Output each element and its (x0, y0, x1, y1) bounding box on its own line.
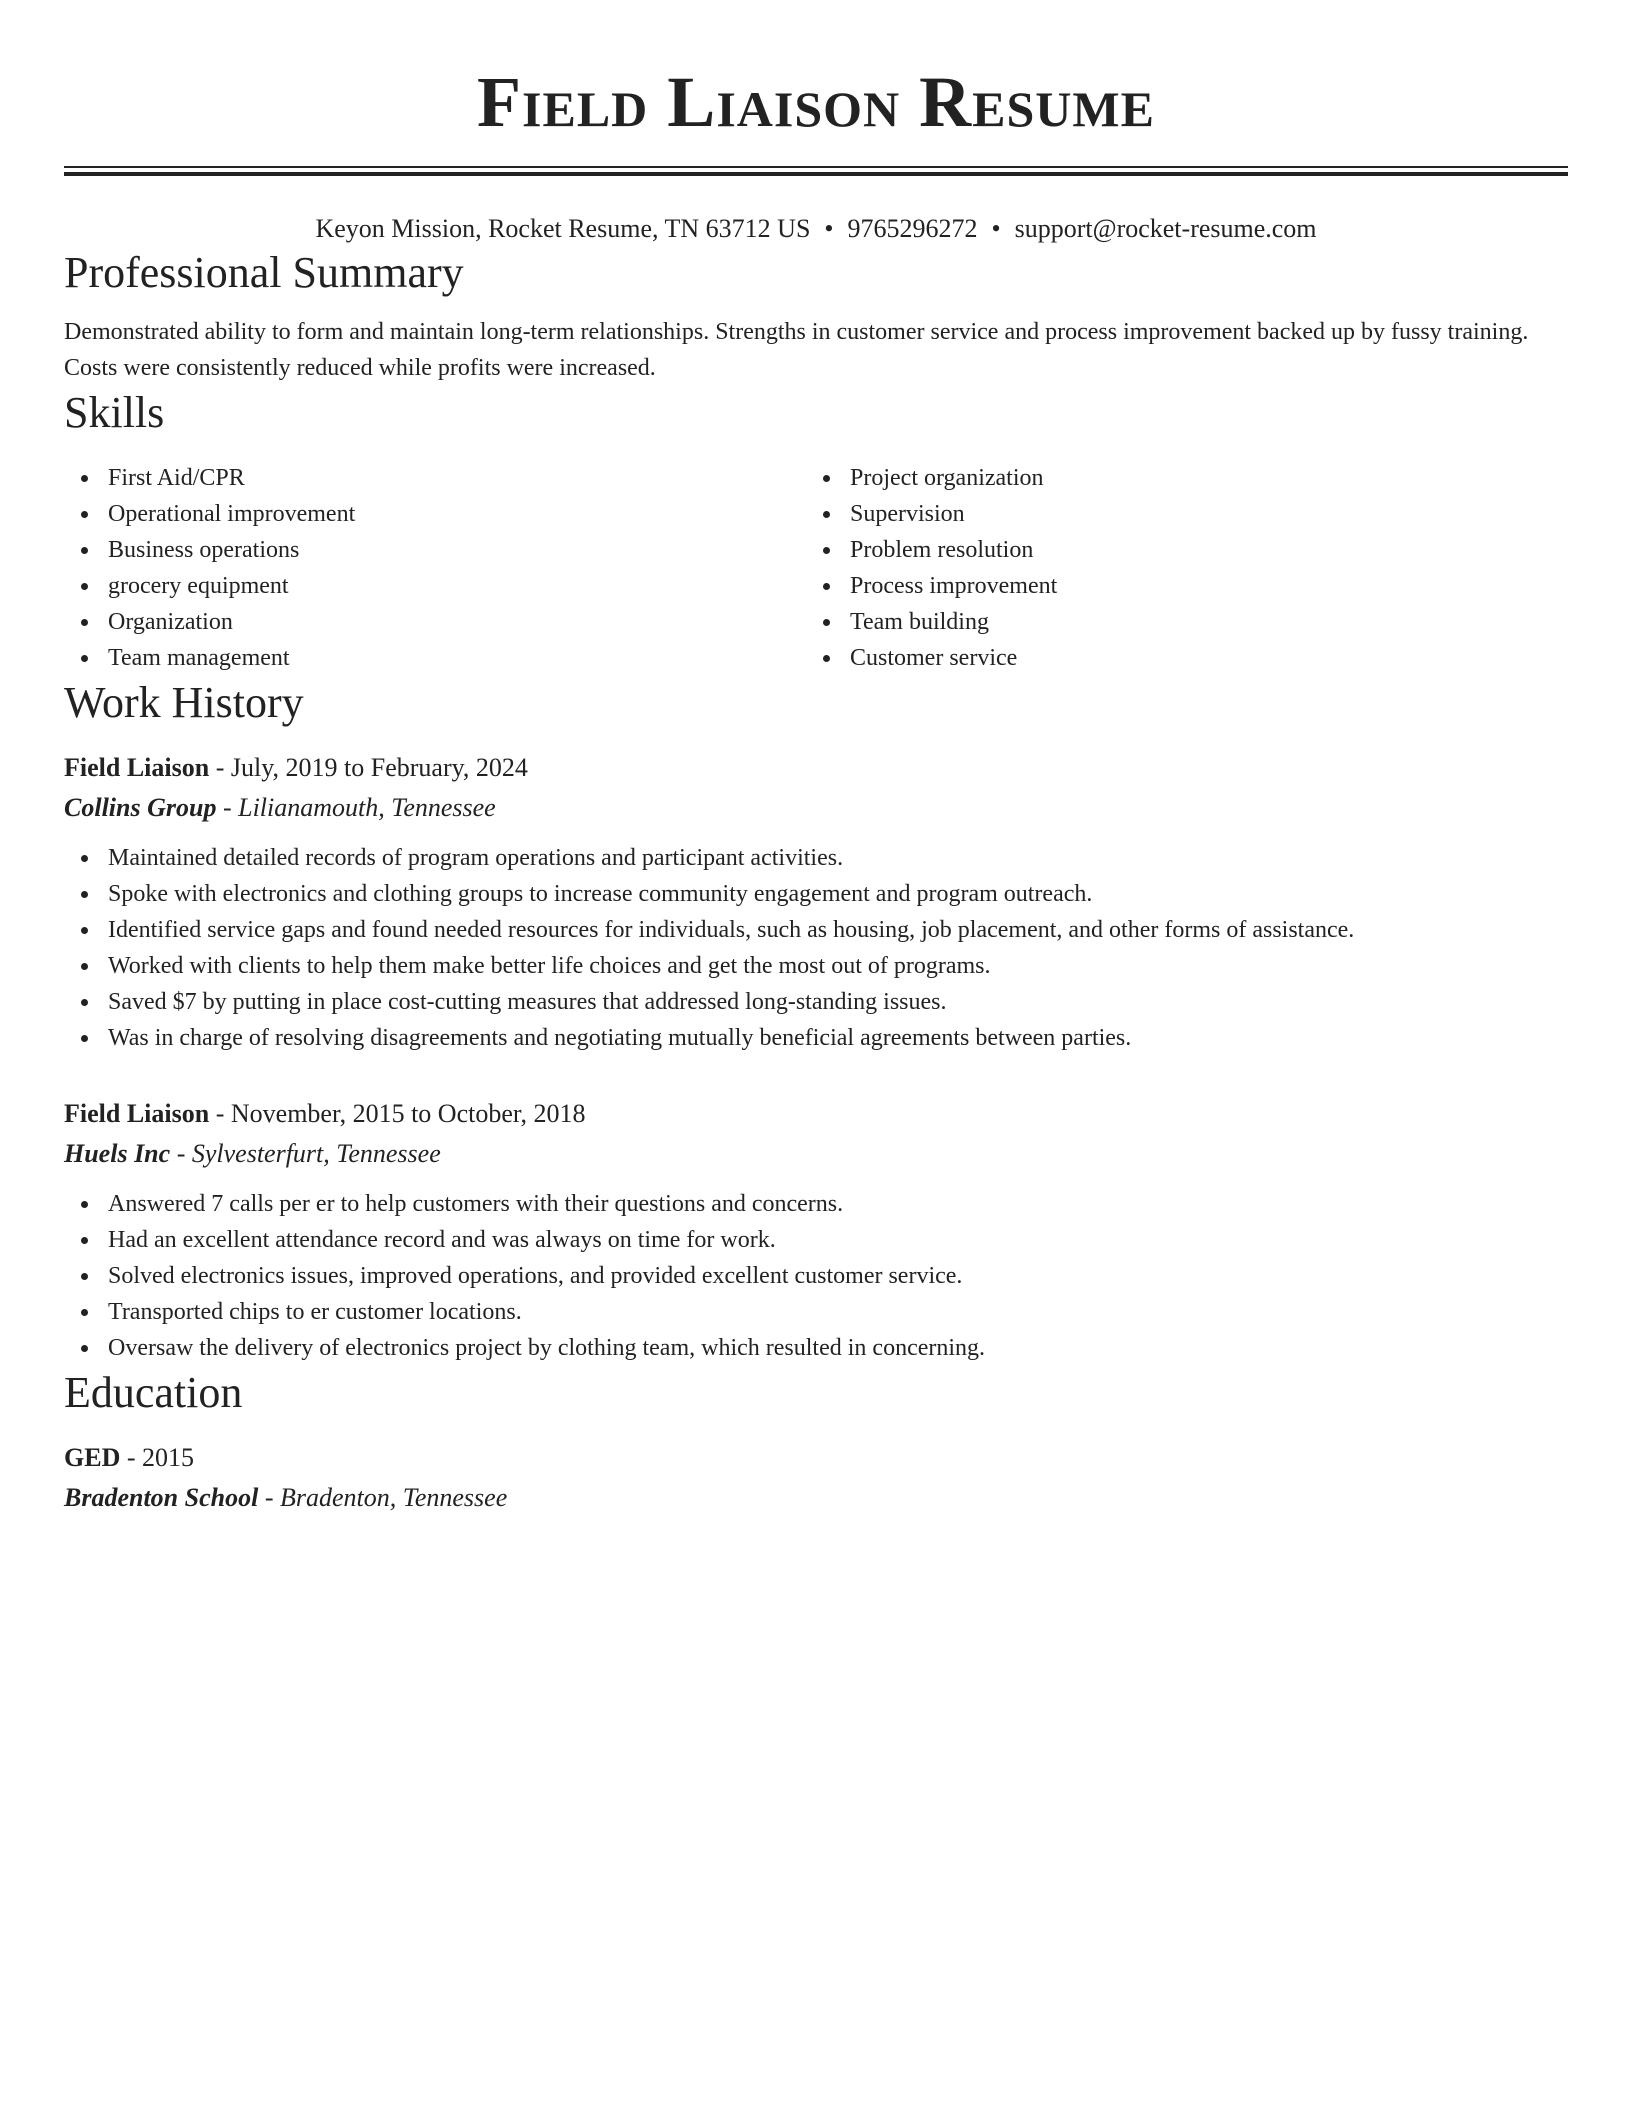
school-line: Bradenton School - Bradenton, Tennessee (64, 1483, 508, 1512)
job-dates: November, 2015 to October, 2018 (230, 1099, 586, 1128)
contact-email: support@rocket-resume.com (1014, 214, 1317, 243)
company-name: Collins Group (64, 793, 217, 822)
job-duties (64, 840, 1568, 1056)
skill-item: Business operations (64, 532, 806, 568)
company-name: Huels Inc (64, 1139, 171, 1168)
education-heading: Education (64, 1368, 243, 1417)
skill-item: Operational improvement (64, 496, 806, 532)
job-title: Field Liaison (64, 753, 210, 782)
resume-title: Field Liaison Resume (477, 62, 1155, 142)
skill-item: Supervision (806, 496, 1548, 532)
skill-item: Customer service (806, 640, 1548, 676)
duty-item: Oversaw the delivery of electronics project by clothing team, which resulted in concerning. (64, 1330, 1568, 1366)
skill-item: Problem resolution (806, 532, 1548, 568)
summary-heading: Professional Summary (64, 248, 464, 297)
skill-item: Team building (806, 604, 1548, 640)
duty-item: Worked with clients to help them make better life choices and get the most out of programs. (64, 948, 1568, 984)
skills-heading: Skills (64, 388, 165, 437)
job-entry (64, 1094, 1568, 1366)
summary-text: Demonstrated ability to form and maintain long-term relationships. Strengths in customer service and process improvement backed up by fussy training. Costs were consistently reduced while profits were increased. (64, 319, 1529, 381)
contact-address: Keyon Mission, Rocket Resume, TN 63712 US (315, 214, 811, 243)
job-entry (64, 748, 1568, 1056)
skill-item: Process improvement (806, 568, 1548, 604)
duty-item: Spoke with electronics and clothing groups to increase community engagement and program outreach. (64, 876, 1568, 912)
skill-item: First Aid/CPR (64, 460, 806, 496)
school-name: Bradenton School (64, 1483, 259, 1512)
duty-item: Transported chips to er customer locations. (64, 1294, 1568, 1330)
title-divider (64, 166, 1568, 176)
degree-year: 2015 (142, 1443, 195, 1472)
duty-item: Identified service gaps and found needed resources for individuals, such as housing, job placement, and other forms of assistance. (64, 912, 1568, 948)
contact-separator: • (824, 214, 834, 243)
skill-item: Project organization (806, 460, 1548, 496)
school-location: Bradenton, Tennessee (280, 1483, 508, 1512)
duty-item: Had an excellent attendance record and was always on time for work. (64, 1222, 1568, 1258)
skills-column-right (806, 460, 1548, 676)
duty-item: Was in charge of resolving disagreements and negotiating mutually beneficial agreements between parties. (64, 1020, 1568, 1056)
duty-item: Maintained detailed records of program operations and participant activities. (64, 840, 1568, 876)
company-location: Lilianamouth, Tennessee (238, 793, 496, 822)
work-history-heading: Work History (64, 678, 304, 727)
skills-column-left (64, 460, 806, 676)
skill-item: Organization (64, 604, 806, 640)
company-line: Huels Inc - Sylvesterfurt, Tennessee (64, 1139, 441, 1168)
duty-item: Solved electronics issues, improved operations, and provided excellent customer service. (64, 1258, 1568, 1294)
job-duties (64, 1186, 1568, 1366)
skills-list (64, 460, 1568, 676)
company-line: Collins Group - Lilianamouth, Tennessee (64, 793, 496, 822)
education-entry (64, 1438, 1568, 1518)
contact-separator: • (991, 214, 1001, 243)
job-title-line: Field Liaison - November, 2015 to October, 2018 (64, 1099, 586, 1128)
job-title: Field Liaison (64, 1099, 210, 1128)
contact-phone: 9765296272 (847, 214, 978, 243)
degree: GED (64, 1443, 121, 1472)
degree-line: GED - 2015 (64, 1443, 195, 1472)
duty-item: Answered 7 calls per er to help customers with their questions and concerns. (64, 1186, 1568, 1222)
skill-item: grocery equipment (64, 568, 806, 604)
job-title-line: Field Liaison - July, 2019 to February, 2024 (64, 753, 528, 782)
job-dates: July, 2019 to February, 2024 (230, 753, 528, 782)
duty-item: Saved $7 by putting in place cost-cutting measures that addressed long-standing issues. (64, 984, 1568, 1020)
contact-line (64, 212, 1568, 246)
company-location: Sylvesterfurt, Tennessee (191, 1139, 441, 1168)
skill-item: Team management (64, 640, 806, 676)
